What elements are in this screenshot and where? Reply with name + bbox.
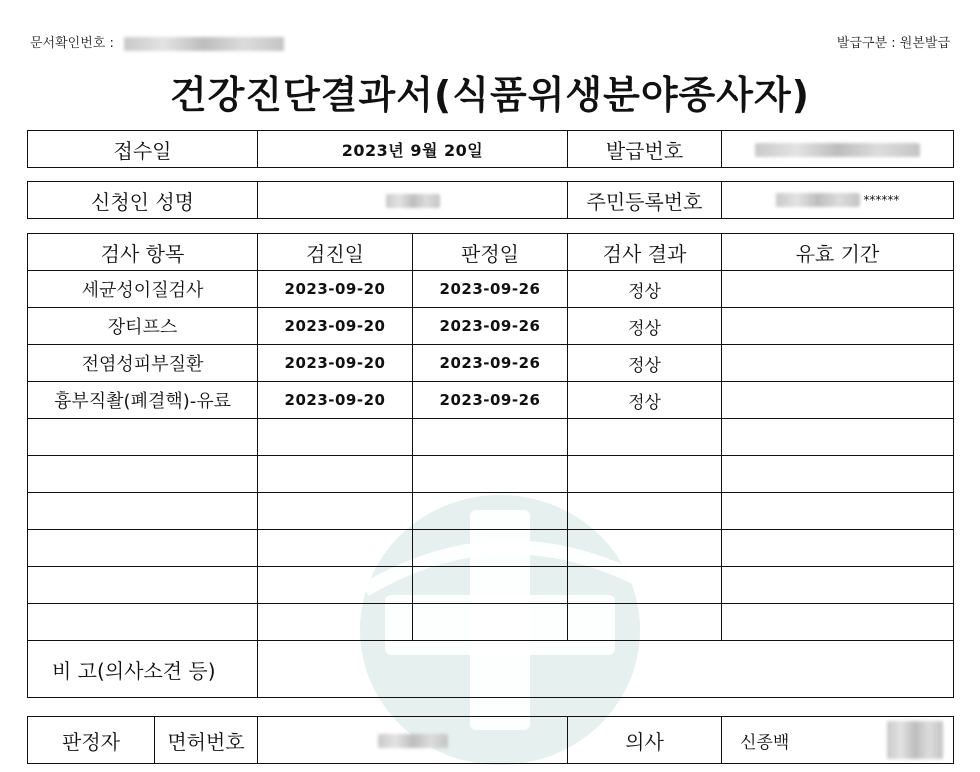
exam-item: 전염성피부질환: [28, 345, 258, 382]
empty-cell: [258, 493, 413, 530]
exam-date: 2023-09-20: [258, 271, 413, 308]
resident-number-label: 주민등록번호: [568, 182, 722, 219]
empty-cell: [413, 456, 568, 493]
empty-row: [28, 419, 954, 456]
empty-row: [28, 567, 954, 604]
valid-period: [722, 271, 954, 308]
judge-date: 2023-09-26: [413, 382, 568, 419]
exam-item: 흉부직촬(폐결핵)-유료: [28, 382, 258, 419]
doctor-cell: [722, 717, 954, 764]
applicant-name-value: [258, 182, 568, 219]
doc-confirm-number-label: 문서확인번호 :: [30, 36, 114, 51]
redacted-license-number: [378, 734, 448, 748]
empty-cell: [568, 493, 722, 530]
empty-cell: [258, 456, 413, 493]
valid-period: [722, 308, 954, 345]
exam-result: 정상: [568, 382, 722, 419]
judge-date: 2023-09-26: [413, 271, 568, 308]
empty-cell: [413, 530, 568, 567]
doc-confirm-number: [30, 32, 284, 51]
empty-cell: [413, 604, 568, 641]
license-number-value: [258, 717, 568, 764]
empty-cell: [722, 604, 954, 641]
received-date-value: 2023년 9월 20일: [258, 131, 568, 168]
empty-cell: [258, 567, 413, 604]
judge-date: 2023-09-26: [413, 345, 568, 382]
empty-cell: [722, 456, 954, 493]
judge-table: [27, 716, 954, 764]
page-title: 건강진단결과서(식품위생분야종사자): [169, 73, 811, 117]
exam-item: 세균성이질검사: [28, 271, 258, 308]
empty-cell: [258, 604, 413, 641]
judge-label: 판정자: [28, 717, 155, 764]
redacted-issue-number: [755, 143, 920, 157]
doctor-label: 의사: [568, 717, 722, 764]
empty-cell: [413, 419, 568, 456]
empty-cell: [568, 567, 722, 604]
empty-cell: [413, 567, 568, 604]
resident-number-value: [722, 182, 954, 219]
issue-number-value: [722, 131, 954, 168]
exam-date: 2023-09-20: [258, 345, 413, 382]
empty-cell: [28, 604, 258, 641]
empty-cell: [568, 530, 722, 567]
redacted-applicant-name: [386, 194, 440, 208]
empty-cell: [28, 567, 258, 604]
empty-row: [28, 604, 954, 641]
valid-period: [722, 345, 954, 382]
empty-cell: [258, 419, 413, 456]
table-row: [28, 345, 954, 382]
table-row: [28, 271, 954, 308]
empty-row: [28, 530, 954, 567]
redacted-doc-number: [124, 37, 284, 51]
issue-type: 발급구분 : 원본발급: [836, 36, 950, 51]
empty-cell: [28, 530, 258, 567]
empty-row: [28, 456, 954, 493]
remarks-value: [258, 641, 954, 698]
table-row: [28, 382, 954, 419]
empty-cell: [568, 456, 722, 493]
license-number-label: 면허번호: [155, 717, 258, 764]
valid-period: [722, 382, 954, 419]
empty-cell: [28, 493, 258, 530]
applicant-table: [27, 181, 954, 219]
empty-cell: [722, 419, 954, 456]
redacted-resident-number: [776, 193, 860, 207]
exam-item: 장티프스: [28, 308, 258, 345]
empty-cell: [28, 419, 258, 456]
empty-cell: [722, 567, 954, 604]
applicant-name-label: 신청인 성명: [28, 182, 258, 219]
exam-result: 정상: [568, 271, 722, 308]
redacted-signature-stamp: [887, 721, 943, 759]
column-header-valid-period: 유효 기간: [722, 234, 954, 271]
received-date-label: 접수일: [28, 131, 258, 168]
exam-table: [27, 233, 954, 698]
empty-cell: [258, 530, 413, 567]
empty-cell: [568, 604, 722, 641]
exam-date: 2023-09-20: [258, 382, 413, 419]
column-header-judge-date: 판정일: [413, 234, 568, 271]
column-header-exam-date: 검진일: [258, 234, 413, 271]
empty-cell: [28, 456, 258, 493]
remarks-label: 비 고(의사소견 등): [28, 641, 258, 698]
exam-result: 정상: [568, 345, 722, 382]
doctor-name: 신종백: [740, 732, 790, 753]
column-header-result: 검사 결과: [568, 234, 722, 271]
table-row: [28, 308, 954, 345]
empty-cell: [722, 530, 954, 567]
receipt-table: [27, 130, 954, 168]
issue-number-label: 발급번호: [568, 131, 722, 168]
empty-cell: [568, 419, 722, 456]
empty-cell: [413, 493, 568, 530]
column-header-item: 검사 항목: [28, 234, 258, 271]
resident-number-mask: ******: [863, 192, 900, 207]
empty-cell: [722, 493, 954, 530]
judge-date: 2023-09-26: [413, 308, 568, 345]
exam-date: 2023-09-20: [258, 308, 413, 345]
exam-result: 정상: [568, 308, 722, 345]
empty-row: [28, 493, 954, 530]
